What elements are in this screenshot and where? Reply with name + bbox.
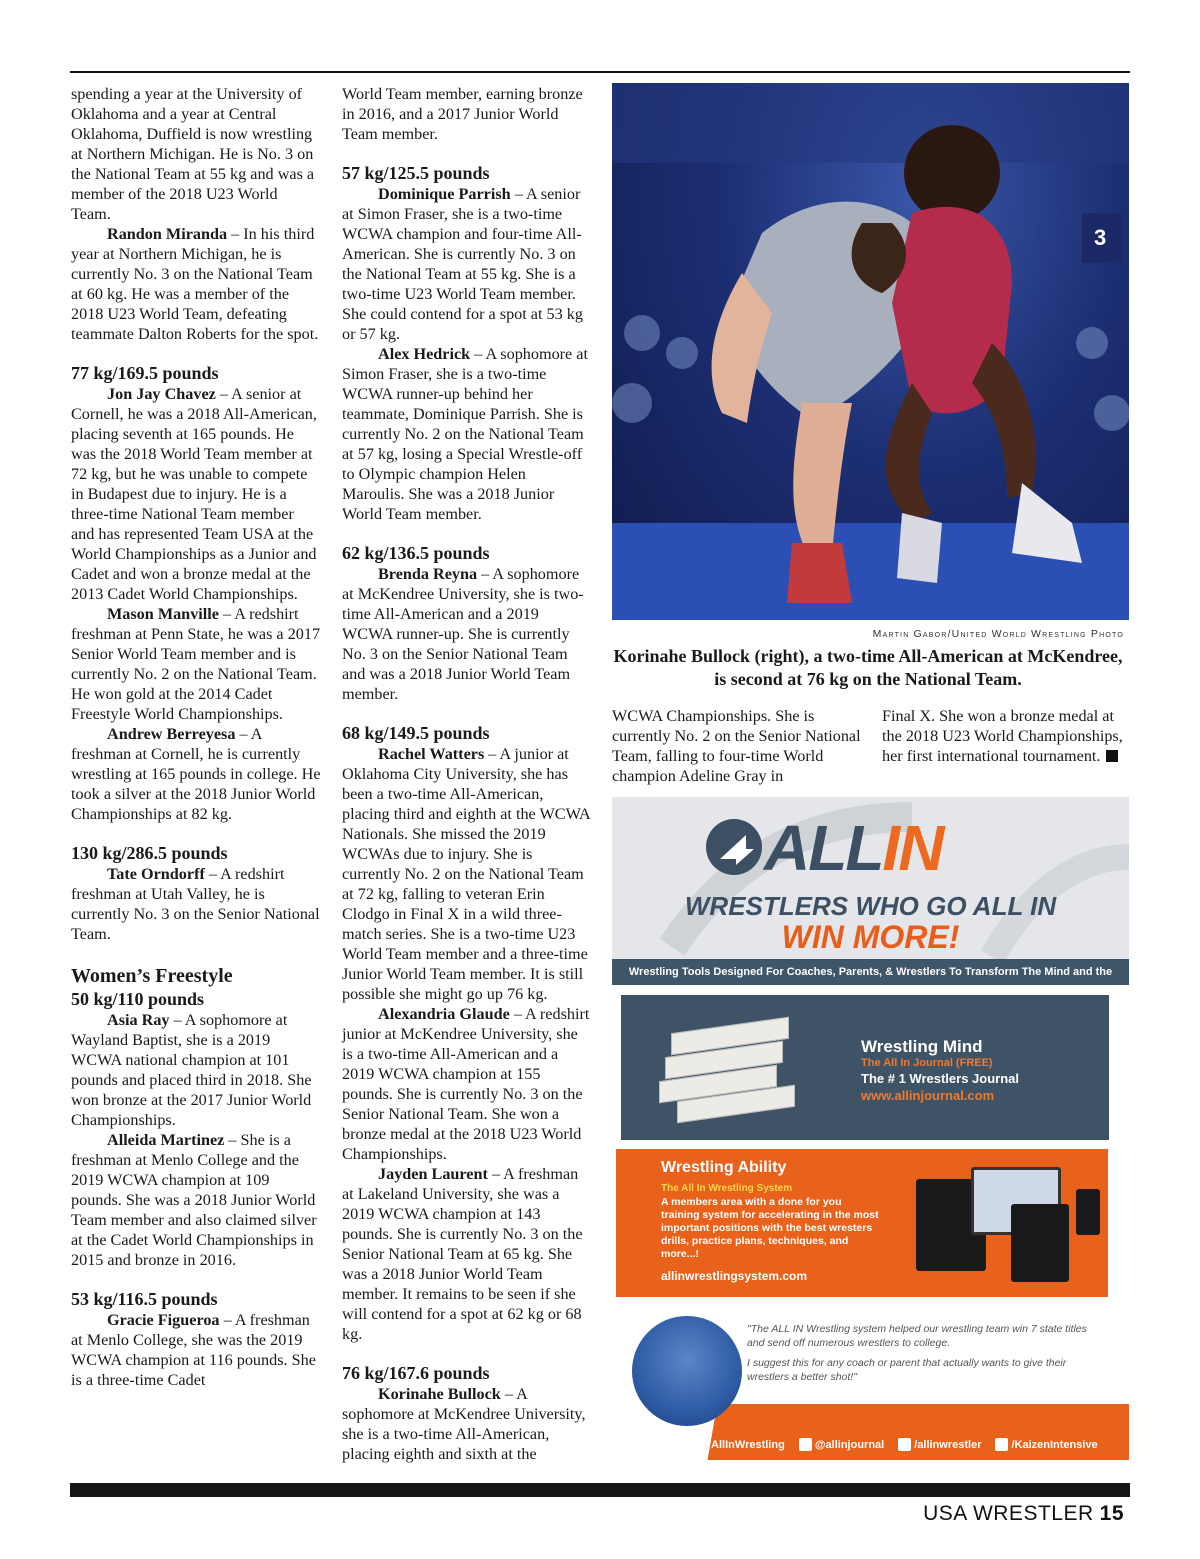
wrestler-name: Brenda Reyna xyxy=(378,565,478,583)
weight-class-heading: 57 kg/125.5 pounds xyxy=(342,163,490,183)
article-column-1 xyxy=(71,84,321,1390)
wrestler-bio: – A sophomore at Simon Fraser, she is a two-time WCWA runner-up behind her teammate, Dominique Parrish. She is currently No. 2 on the National Team at 57 kg, losing a Special Wrestle-off to Olympic champion Helen Maroulis. She was a 2018 Junior World Team member. xyxy=(342,345,588,523)
photo-credit: Martin Gabor/United World Wrestling Photo xyxy=(872,628,1124,640)
wrestler-name: Jon Jay Chavez xyxy=(107,385,216,403)
wrestler-name: Gracie Figueroa xyxy=(107,1311,220,1329)
wrestler-bio: – A freshman at Menlo College, she was the 2019 WCWA champion at 116 pounds. She is a three-time Cadet xyxy=(71,1311,316,1389)
facebook-handle: /allinwrestler xyxy=(914,1438,982,1451)
article-column-3a xyxy=(612,706,862,786)
youtube-handle: /AllInWrestling xyxy=(708,1438,785,1451)
youtube-link[interactable] xyxy=(692,1438,785,1451)
wrestler-bio: – A freshman at Lakeland University, she was a 2019 WCWA champion at 143 pounds. She is currently No. 3 on the Senior National Team at 65 kg. She was a 2018 Junior World Team member. It remains to be seen if she will contend for a spot at 62 kg or 68 kg. xyxy=(342,1165,583,1343)
wrestling-mind-title: Wrestling Mind xyxy=(861,1037,983,1056)
weight-class-heading: 130 kg/286.5 pounds xyxy=(71,843,228,863)
wrestlers-illustration xyxy=(612,83,1129,620)
wrestler-name: Andrew Berreyesa xyxy=(107,725,236,743)
wrestler-bio: – A junior at Oklahoma City University, she has been a two-time All-American, placing third and eighth at the WCWA Nationals. She missed the 2019 WCWAs due to injury. She is currently No. 2 on the National Team at 72 kg, falling to veteran Erin Clodgo in Final X in a wild three-match series. She is a two-time U23 World Team member and a three-time Junior World Team member. It is still possible she might go up 76 kg. xyxy=(342,745,590,1003)
paragraph xyxy=(71,864,321,944)
all-in-logo xyxy=(764,811,942,885)
publication-name: USA WRESTLER xyxy=(923,1502,1094,1525)
wrestler-name: Alex Hedrick xyxy=(378,345,471,363)
weight-class-heading: 53 kg/116.5 pounds xyxy=(71,1289,218,1309)
wrestler-bio: – A freshman at Cornell, he is currently wrestling at 165 pounds in college. He took a silver at the 2018 Junior World Championships at 82 kg. xyxy=(71,725,321,823)
wrestler-name: Tate Orndorff xyxy=(107,865,205,883)
weight-class-heading: 76 kg/167.6 pounds xyxy=(342,1363,490,1383)
paragraph xyxy=(342,744,592,1004)
paragraph-text: Final X. She won a bronze medal at the 2018 U23 World Championships, her first international tournament. xyxy=(882,707,1123,765)
paragraph xyxy=(71,1130,321,1270)
quote-line: "The ALL IN Wrestling system helped our wrestling team win 7 state titles and send off numerous wrestlers to college. xyxy=(747,1323,1087,1349)
wrestler-bio: – A sophomore at McKendree University, she is two-time All-American and a 2019 WCWA runner-up. She is currently No. 3 on the Senior National Team and was a 2018 Junior World Team member. xyxy=(342,565,584,703)
top-rule xyxy=(70,71,1130,73)
ad-band: Wrestling Tools Designed For Coaches, Parents, & Wrestlers To Transform The Mind and the xyxy=(612,959,1129,985)
social-links xyxy=(692,1438,1122,1451)
page-number: 15 xyxy=(1099,1502,1124,1525)
article-column-3b xyxy=(882,706,1132,766)
wrestler-bio: – A senior at Simon Fraser, she is a two-time WCWA champion and four-time All-American. She is currently No. 3 on the National Team at 55 kg. She is a two-time U23 World Team member. She could contend for a spot at 53 kg or 57 kg. xyxy=(342,185,583,343)
article-column-2 xyxy=(342,84,592,1464)
wrestler-name: Alleida Martinez xyxy=(107,1131,225,1149)
paragraph: World Team member, earning bronze in 2016, and a 2017 Junior World Team member. xyxy=(342,85,583,143)
facebook-icon xyxy=(995,1438,1008,1451)
wrestler-bio: – In his third year at Northern Michigan, he is currently No. 3 on the National Team at 60 kg. He was a member of the 2018 U23 World Team, defeating teammate Dalton Roberts for the spot. xyxy=(71,225,319,343)
all-in-advertisement[interactable] xyxy=(612,797,1129,1480)
paragraph xyxy=(71,1310,321,1390)
tablet-image xyxy=(1011,1204,1069,1282)
ad-tagline-highlight: WIN MORE! xyxy=(781,919,960,955)
wrestling-mind-subtitle: The All In Journal (FREE) xyxy=(861,1057,993,1069)
wrestling-ability-title: Wrestling Ability xyxy=(661,1159,787,1176)
phone-image xyxy=(1076,1189,1100,1235)
weight-class-heading: 68 kg/149.5 pounds xyxy=(342,723,490,743)
paragraph xyxy=(71,1010,321,1130)
wrestler-bio: – A senior at Cornell, he was a 2018 All-American, placing seventh at 165 pounds. He was the 2018 World Team member at 72 kg, but he was unable to compete in Budapest due to injury. He is a three-time National Team member and has represented Team USA at the World Championships as a Junior and Cadet and won a bronze medal at the 2013 Cadet World Championships. xyxy=(71,385,317,603)
photo-caption: Korinahe Bullock (right), a two-time All-American at McKendree, is second at 76 kg on the National Team. xyxy=(613,646,1123,689)
weight-class-heading: 50 kg/110 pounds xyxy=(71,989,205,1009)
wrestler-bio: – A sophomore at McKendree University, she is a two-time All-American, placing eighth and sixth at the xyxy=(342,1385,586,1463)
facebook-handle: /KaizenIntensive xyxy=(1011,1438,1098,1451)
instagram-link[interactable] xyxy=(799,1438,884,1451)
wrestling-ability-subtitle: The All In Wrestling System xyxy=(661,1183,793,1194)
wrestling-ability-description: A members area with a done for you training system for accelerating in the most important positions with the best wresters drills, practice plans, techniques, and more...! xyxy=(661,1196,879,1260)
all-in-logo-icon xyxy=(706,819,762,875)
wrestler-bio: – A redshirt junior at McKendree University, she is a two-time All-American and a 2019 WCWA champion at 155 pounds. She is currently No. 3 on the Senior National Team. She won a bronze medal at the 2018 U23 World Championships. xyxy=(342,1005,590,1163)
paragraph xyxy=(71,604,321,724)
wrestler-name: Korinahe Bullock xyxy=(378,1385,501,1403)
paragraph xyxy=(342,1004,592,1164)
wrestling-photo xyxy=(612,83,1129,620)
ad-header xyxy=(612,797,1129,959)
instagram-handle: @allinjournal xyxy=(814,1438,885,1451)
wrestler-name: Alexandria Glaude xyxy=(378,1005,510,1023)
testimonial xyxy=(612,1302,1129,1480)
facebook-icon xyxy=(898,1438,911,1451)
svg-text:3: 3 xyxy=(1094,225,1107,250)
facebook-link[interactable] xyxy=(898,1438,981,1451)
paragraph xyxy=(71,724,321,824)
quote-line: I suggest this for any coach or parent that actually wants to give their wrestlers a better shot!" xyxy=(747,1357,1067,1383)
section-heading: Women’s Freestyle xyxy=(71,965,233,987)
facebook-link-kaizen[interactable] xyxy=(995,1438,1097,1451)
wrestler-name: Dominique Parrish xyxy=(378,185,511,203)
paragraph xyxy=(882,706,1132,766)
wrestler-name: Rachel Watters xyxy=(378,745,485,763)
wrestler-bio: – She is a freshman at Menlo College and the 2019 WCWA champion at 109 pounds. She was a 2018 Junior World Team member and also claimed silver at the Cadet World Championships in 2015 and bronze in 2016. xyxy=(71,1131,317,1269)
wrestling-ability-panel[interactable] xyxy=(616,1149,1108,1297)
wrestler-bio: – A redshirt freshman at Penn State, he was a 2017 Senior World Team member and is currently No. 2 on the National Team. He won gold at the 2014 Cadet Freestyle World Championships. xyxy=(71,605,321,723)
ad-tagline: WRESTLERS WHO GO ALL IN xyxy=(684,891,1057,921)
arrow-icon xyxy=(706,819,762,875)
paragraph xyxy=(342,184,592,344)
paragraph xyxy=(71,384,321,604)
paragraph xyxy=(342,564,592,704)
paragraph: spending a year at the University of Oklahoma and a year at Central Oklahoma, Duffield is now wrestling at Northern Michigan. He is No. 3 on the National Team at 55 kg and was a member of the 2018 U23 World Team. xyxy=(71,85,315,223)
weight-class-heading: 77 kg/169.5 pounds xyxy=(71,363,219,383)
wrestler-bio: – A redshirt freshman at Utah Valley, he is currently No. 3 on the Senior National Team. xyxy=(71,865,320,943)
wrestling-mind-tagline: The # 1 Wrestlers Journal xyxy=(861,1071,1019,1086)
paragraph xyxy=(342,344,592,524)
logo-all: ALL xyxy=(764,812,883,884)
logo-in: IN xyxy=(882,812,943,884)
coach-avatar xyxy=(632,1316,742,1426)
end-mark-icon xyxy=(1106,750,1118,762)
testimonial-quote xyxy=(747,1322,1097,1384)
wrestler-name: Randon Miranda xyxy=(107,225,228,243)
paragraph xyxy=(342,1384,592,1464)
journal-link[interactable]: www.allinjournal.com xyxy=(861,1088,995,1103)
wrestler-name: Mason Manville xyxy=(107,605,219,623)
wrestler-name: Jayden Laurent xyxy=(378,1165,488,1183)
bottom-rule xyxy=(70,1483,1130,1497)
wrestling-mind-panel[interactable] xyxy=(621,995,1109,1140)
page-footer xyxy=(923,1502,1124,1526)
wrestler-name: Asia Ray xyxy=(107,1011,170,1029)
instagram-icon xyxy=(799,1438,812,1451)
paragraph xyxy=(342,1164,592,1344)
paragraph xyxy=(71,224,321,344)
paragraph: WCWA Championships. She is currently No. 2 on the Senior National Team, falling to four-time World champion Adeline Gray in xyxy=(612,707,861,785)
system-link[interactable]: allinwrestlingsystem.com xyxy=(661,1269,808,1283)
wrestler-bio: – A sophomore at Wayland Baptist, she is a 2019 WCWA national champion at 101 pounds and placed third in 2018. She won bronze at the 2017 Junior World Championships. xyxy=(71,1011,312,1129)
youtube-icon xyxy=(692,1438,705,1451)
journal-books-image xyxy=(651,1011,811,1123)
weight-class-heading: 62 kg/136.5 pounds xyxy=(342,543,490,563)
